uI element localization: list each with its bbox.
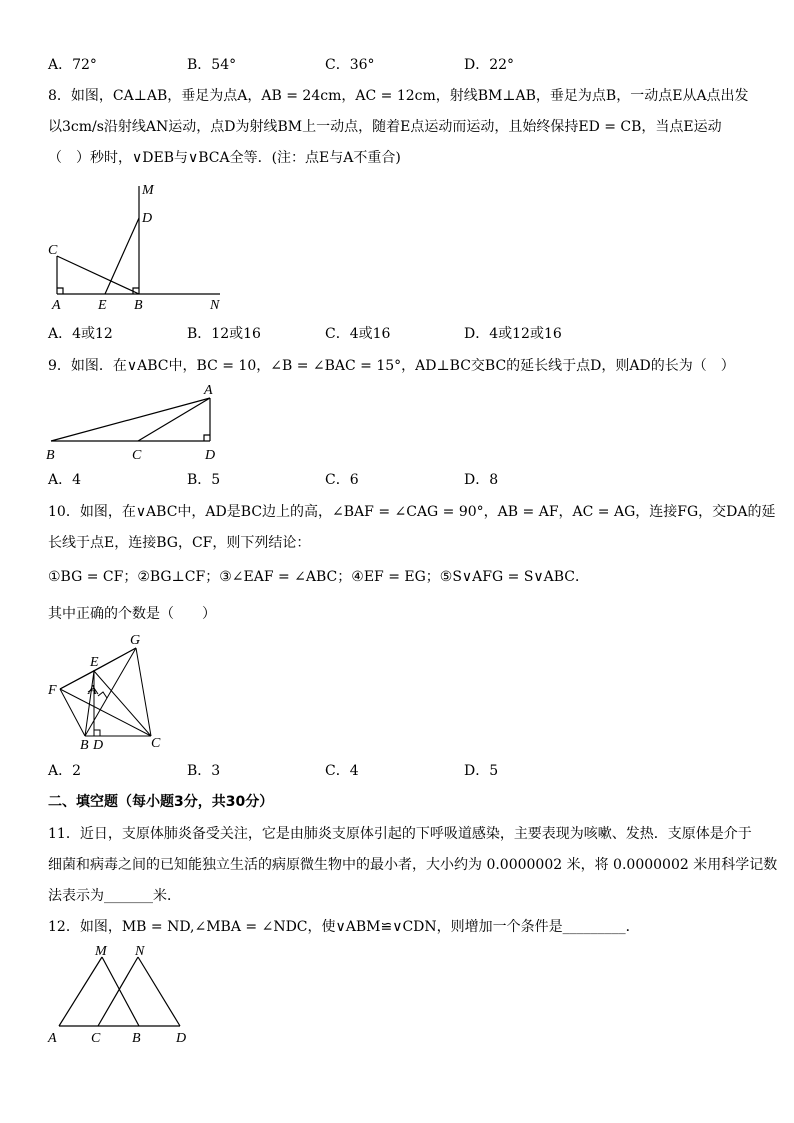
- q8-figure: [40, 178, 240, 313]
- q8-label-n: N: [210, 298, 220, 313]
- q9-option-c: C．6: [325, 472, 359, 488]
- q10-text-line1: 10．如图，在∨ABC中，AD是BC边上的高，∠BAF = ∠CAG = 90°，AB = AF，AC = AG，连接FG，交DA的延: [48, 504, 776, 520]
- q8-label-d: D: [142, 211, 153, 226]
- q9-option-d: D．8: [464, 472, 499, 488]
- q8-label-a: A: [52, 298, 61, 313]
- q10-text-line2: 长线于点E，连接BG，CF，则下列结论：: [48, 535, 311, 551]
- q9-label-c: C: [132, 448, 142, 463]
- q8-option-c: C．4或16: [325, 326, 391, 342]
- q7-option-b: B．54°: [187, 57, 237, 73]
- q7-option-c: C．36°: [325, 57, 375, 73]
- section-title-fill-in: 二、填空题（每小题3分，共30分）: [48, 794, 274, 810]
- q11-text-line2: 细菌和病毒之间的已知能独立生活的病原微生物中的最小者，大小约为 0.0000002 米，将 0.0000002 米用科学记数: [48, 857, 778, 873]
- q11-text-line1: 11．近日，支原体肺炎备受关注，它是由肺炎支原体引起的下呼吸道感染，主要表现为咳嗽、发热．支原体是介于: [48, 826, 752, 842]
- q9-label-a: A: [204, 383, 213, 398]
- q9-text-line1: 9．如图．在∨ABC中，BC = 10，∠B = ∠BAC = 15°，AD⊥BC交BC的延长线于点D，则AD的长为（ ）: [48, 358, 735, 374]
- q12-label-b: B: [132, 1031, 141, 1046]
- q10-label-d: D: [93, 738, 104, 753]
- q12-label-c: C: [91, 1031, 101, 1046]
- q10-figure: [40, 630, 180, 755]
- q8-text-line2: 以3cm/s沿射线AN运动，点D为射线BM上一动点，随着E点运动而运动，且始终保持ED = CB，当点E运动: [48, 119, 722, 135]
- q11-text-line3: 法表示为_______米．: [48, 888, 181, 904]
- q8-option-d: D．4或12或16: [464, 326, 562, 342]
- q9-figure: [40, 380, 240, 465]
- q8-option-a: A．4或12: [48, 326, 113, 342]
- q9-option-b: B．5: [187, 472, 221, 488]
- q10-label-e: E: [90, 655, 99, 670]
- q12-label-n: N: [135, 944, 145, 959]
- q8-label-b: B: [134, 298, 143, 313]
- q9-label-d: D: [205, 448, 216, 463]
- q8-text-line1: 8．如图，CA⊥AB，垂足为点A，AB = 24cm，AC = 12cm，射线BM⊥AB，垂足为点B，一动点E从A点出发: [48, 88, 749, 104]
- q10-option-d: D．5: [464, 763, 499, 779]
- q12-label-d: D: [176, 1031, 187, 1046]
- q12-text-line1: 12．如图，MB = ND,∠MBA = ∠NDC，使∨ABM≌∨CDN，则增加一个条件是_________．: [48, 919, 640, 935]
- q10-label-a: A: [88, 683, 97, 698]
- q10-option-b: B．3: [187, 763, 221, 779]
- q10-label-g: G: [130, 633, 141, 648]
- q10-option-c: C．4: [325, 763, 359, 779]
- q9-option-a: A．4: [48, 472, 82, 488]
- q7-option-d: D．22°: [464, 57, 515, 73]
- q7-option-a: A．72°: [48, 57, 97, 73]
- q10-option-a: A．2: [48, 763, 82, 779]
- q8-option-b: B．12或16: [187, 326, 261, 342]
- q10-label-c: C: [151, 736, 161, 751]
- q10-question: 其中正确的个数是（ ）: [48, 606, 216, 622]
- q8-label-m: M: [142, 183, 154, 198]
- q10-conclusions: ①BG = CF；②BG⊥CF；③∠EAF = ∠ABC；④EF = EG；⑤S∨AFG = S∨ABC．: [48, 569, 590, 585]
- q8-text-line3: （ ）秒时，∨DEB与∨BCA全等．(注：点E与A不重合): [48, 150, 401, 166]
- q12-label-m: M: [95, 944, 107, 959]
- q10-label-b: B: [80, 738, 89, 753]
- q12-figure: [40, 938, 200, 1048]
- q12-label-a: A: [48, 1031, 57, 1046]
- q9-label-b: B: [46, 448, 55, 463]
- q10-label-f: F: [48, 683, 57, 698]
- q8-label-e: E: [98, 298, 107, 313]
- q8-label-c: C: [48, 243, 58, 258]
